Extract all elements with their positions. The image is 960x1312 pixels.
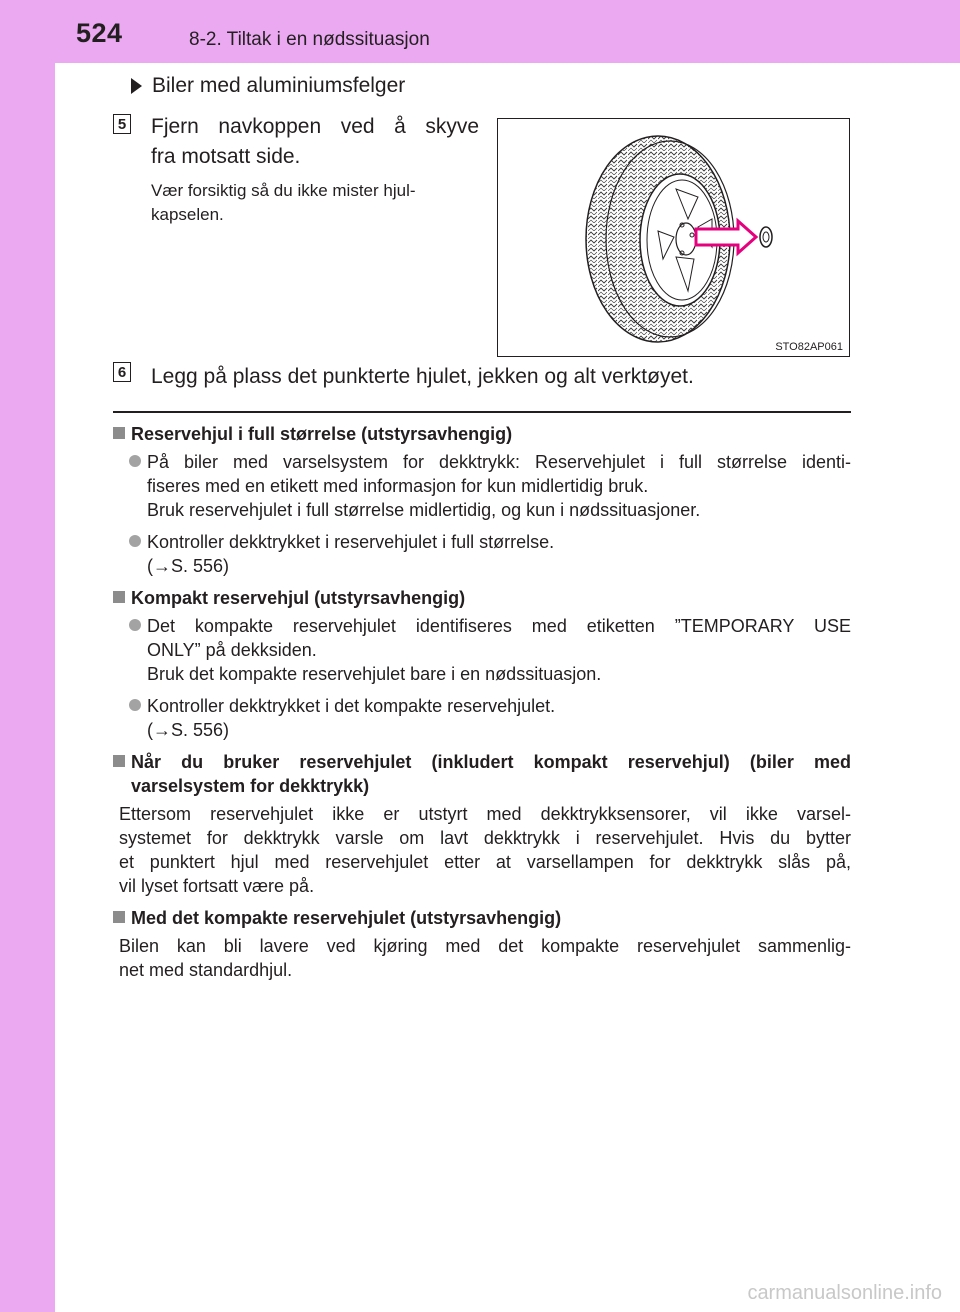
wheel-hubcap-illustration-icon: [498, 119, 851, 358]
page-reference-link[interactable]: (→S. 556): [147, 720, 230, 740]
step-5-note-line: Vær forsiktig så du ikke mister hjul-: [151, 181, 416, 200]
step-5-line: fra motsatt side.: [151, 145, 301, 168]
variant-heading: [131, 74, 405, 98]
note-heading: Når du bruker reservehjulet (inkludert kompakt reservehjul) (biler med varselsystem for dekktrykk): [113, 750, 851, 798]
page-reference-link[interactable]: (→S. 556): [147, 556, 230, 576]
figure-code: STO82AP061: [775, 341, 843, 353]
watermark: carmanualsonline.info: [747, 1282, 942, 1304]
variant-label: Biler med aluminiumsfelger: [152, 74, 406, 97]
step-number-6: 6: [113, 362, 131, 382]
step-6-text: Legg på plass det punkterte hjulet, jekken og alt verktøyet.: [151, 365, 694, 388]
step-5-note: [151, 179, 481, 227]
step-5-text: [151, 112, 479, 172]
circle-bullet-icon: [129, 699, 141, 711]
list-item: Kontroller dekktrykket i det kompakte reservehjulet. (→S. 556): [129, 694, 851, 742]
step-5-line: Fjern navkoppen ved å skyve: [151, 115, 479, 138]
square-bullet-icon: [113, 911, 125, 923]
side-color-band: [0, 0, 55, 1312]
note-heading: Reservehjul i full størrelse (utstyrsavhengig): [113, 422, 851, 446]
notes-section: [113, 422, 851, 990]
note-heading: Kompakt reservehjul (utstyrsavhengig): [113, 586, 851, 610]
circle-bullet-icon: [129, 535, 141, 547]
divider: [113, 411, 851, 413]
section-title: 8-2. Tiltak i en nødssituasjon: [189, 29, 430, 50]
list-item: På biler med varselsystem for dekktrykk: Reservehjulet i full størrelse identi- fiseres med en etikett med informasjon for kun midlertidig bruk. Bruk reservehjulet i full størrelse midlertidig, og kun i nødssituasjoner.: [129, 450, 851, 522]
square-bullet-icon: [113, 427, 125, 439]
page-number: 524: [76, 18, 123, 48]
square-bullet-icon: [113, 755, 125, 767]
triangle-bullet-icon: [131, 78, 142, 94]
circle-bullet-icon: [129, 619, 141, 631]
header-color-band: [0, 0, 960, 63]
note-heading: Med det kompakte reservehjulet (utstyrsavhengig): [113, 906, 851, 930]
step-5-note-line: kapselen.: [151, 205, 224, 224]
note-paragraph: Bilen kan bli lavere ved kjøring med det kompakte reservehjulet sammenlig- net med standardhjul.: [119, 936, 851, 980]
list-item: Kontroller dekktrykket i reservehjulet i full størrelse. (→S. 556): [129, 530, 851, 578]
step-number-5: 5: [113, 114, 131, 134]
list-item: Det kompakte reservehjulet identifiseres med etiketten ”TEMPORARY USE ONLY” på dekksiden. Bruk det kompakte reservehjulet bare i en nødssituasjon.: [129, 614, 851, 686]
circle-bullet-icon: [129, 455, 141, 467]
note-paragraph: Ettersom reservehjulet ikke er utstyrt med dekktrykksensorer, vil ikke varsel- systemet for dekktrykk varsle om lavt dekktrykk i reservehjulet. Hvis du bytter et punktert hjul med reservehjulet etter at varsellampen for dekktrykk slås på, vil lyset fortsatt være på.: [119, 804, 851, 896]
square-bullet-icon: [113, 591, 125, 603]
wheel-figure: [497, 118, 850, 357]
